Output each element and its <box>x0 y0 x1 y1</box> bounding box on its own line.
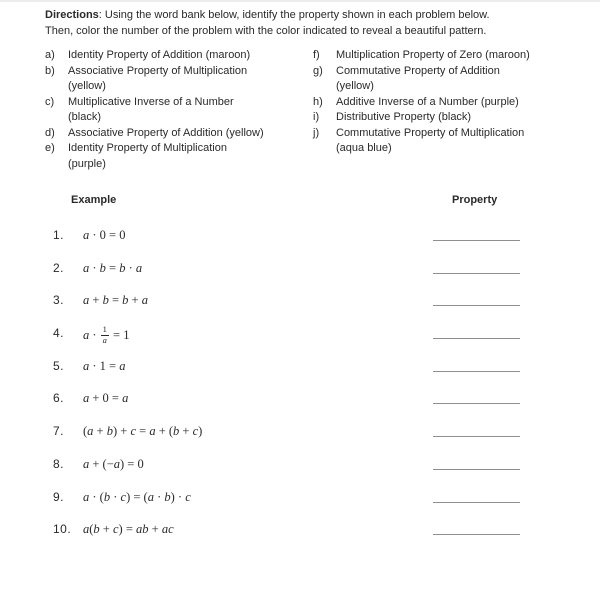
wordbank-item <box>45 141 307 172</box>
property-answer-blank <box>433 305 520 306</box>
wordbank-item-letter: b) <box>45 64 55 77</box>
property-answer-blank <box>433 338 520 339</box>
wordbank-item-text <box>68 126 307 142</box>
wordbank-item-text <box>336 110 588 126</box>
wordbank-item <box>313 64 588 95</box>
wordbank-item-text <box>68 64 307 95</box>
wordbank-item-line: Multiplication Property of Zero (maroon) <box>336 49 530 61</box>
wordbank-item-letter: a) <box>45 49 55 61</box>
wordbank-right-column <box>313 48 588 157</box>
wordbank-item-line: Commutative Property of Addition <box>336 64 500 77</box>
wordbank-item <box>313 95 588 111</box>
wordbank-left-column <box>45 48 307 172</box>
wordbank-item-text <box>336 48 588 64</box>
directions-line-2: Then, color the number of the problem with the color indicated to reveal a beautiful pattern. <box>45 25 487 37</box>
problem-expression: a + (−a) = 0 <box>83 456 144 471</box>
wordbank-item-line: Associative Property of Multiplication <box>68 64 248 77</box>
property-answer-blank <box>433 371 520 372</box>
wordbank-item-line: Commutative Property of Multiplication <box>336 126 525 139</box>
wordbank-item-line: (yellow) <box>336 80 374 92</box>
wordbank-item-text <box>68 141 307 172</box>
problem-number: 4. <box>53 326 65 341</box>
problem-number: 7. <box>53 424 65 439</box>
fraction-denominator: a <box>102 334 107 345</box>
problem-expression: a · (b · c) = (a · b) · c <box>83 489 191 504</box>
problem-row <box>0 488 600 521</box>
wordbank-item-text <box>336 64 588 95</box>
wordbank-item-text <box>336 95 588 111</box>
property-answer-blank <box>433 240 520 241</box>
wordbank-item-letter: j) <box>313 126 320 139</box>
problem-expression: a · 1 = a <box>83 358 126 373</box>
wordbank-item <box>313 110 588 126</box>
fraction <box>101 325 109 346</box>
problem-expression: a(b + c) = ab + ac <box>83 522 174 537</box>
wordbank-item <box>313 48 588 64</box>
problems-list <box>0 226 600 553</box>
problem-expression: (a + b) + c = a + (b + c) <box>83 424 203 439</box>
wordbank-item-line: Additive Inverse of a Number (purple) <box>336 95 519 108</box>
property-answer-blank <box>433 273 520 274</box>
wordbank-item-letter: d) <box>45 126 55 139</box>
wordbank-item-text <box>68 95 307 126</box>
problem-number: 2. <box>53 260 65 275</box>
problem-number: 5. <box>53 358 65 373</box>
wordbank-item-line: Identity Property of Addition (maroon) <box>68 49 251 61</box>
problem-row <box>0 259 600 292</box>
wordbank-item-letter: h) <box>313 95 323 108</box>
property-column-header: Property <box>452 194 498 206</box>
directions-label: Directions <box>45 9 99 21</box>
wordbank-item-line: (aqua blue) <box>336 142 392 154</box>
problem-expression: a · b = b · a <box>83 260 143 275</box>
problem-row <box>0 422 600 455</box>
wordbank-item-line: (purple) <box>68 157 106 170</box>
wordbank-item-line: Associative Property of Addition (yellow) <box>68 126 264 139</box>
wordbank-item <box>45 95 307 126</box>
problem-row <box>0 389 600 422</box>
property-answer-blank <box>433 403 520 404</box>
wordbank-item-letter: g) <box>313 64 323 77</box>
problem-row <box>0 455 600 488</box>
property-answer-blank <box>433 534 520 535</box>
property-answer-blank <box>433 436 520 437</box>
property-answer-blank <box>433 502 520 503</box>
problem-row <box>0 291 600 324</box>
wordbank-item-letter: f) <box>313 49 320 61</box>
problem-number: 8. <box>53 456 65 471</box>
directions-text-1: : Using the word bank below, identify the property shown in each problem below. <box>98 9 490 21</box>
problem-expression: a · $\frac{1}{a}$ = 1 <box>83 324 130 345</box>
problem-number: 9. <box>53 489 65 504</box>
directions-line-1 <box>45 7 565 23</box>
wordbank-item-letter: c) <box>45 95 55 108</box>
wordbank-item-letter: e) <box>45 142 55 154</box>
problem-row <box>0 520 600 553</box>
problem-number: 1. <box>53 228 65 242</box>
wordbank-item-text <box>336 126 588 157</box>
wordbank-item <box>45 126 307 142</box>
wordbank-item-line: Multiplicative Inverse of a Number <box>68 95 234 108</box>
problem-expression: a + b = b + a <box>83 293 148 308</box>
problem-number: 10. <box>53 522 72 537</box>
wordbank-item-line: Distributive Property (black) <box>336 111 472 123</box>
problem-row <box>0 357 600 390</box>
fraction-numerator: 1 <box>102 324 107 335</box>
wordbank-item-text <box>68 48 307 64</box>
wordbank-item <box>45 64 307 95</box>
wordbank-item-line: (yellow) <box>68 80 106 92</box>
problem-expression: a + 0 = a <box>83 391 129 406</box>
problem-number: 6. <box>53 391 65 406</box>
wordbank-item-letter: i) <box>313 111 320 123</box>
problem-row <box>0 226 600 259</box>
problem-number: 3. <box>53 293 65 308</box>
wordbank-item <box>313 126 588 157</box>
example-column-header: Example <box>71 194 117 206</box>
problem-row <box>0 324 600 357</box>
directions <box>45 7 565 39</box>
property-answer-blank <box>433 469 520 470</box>
problem-expression: a · 0 = 0 <box>83 228 126 242</box>
wordbank-item <box>45 48 307 64</box>
wordbank-item-line: (black) <box>68 111 102 123</box>
wordbank-item-line: Identity Property of Multiplication <box>68 142 227 154</box>
